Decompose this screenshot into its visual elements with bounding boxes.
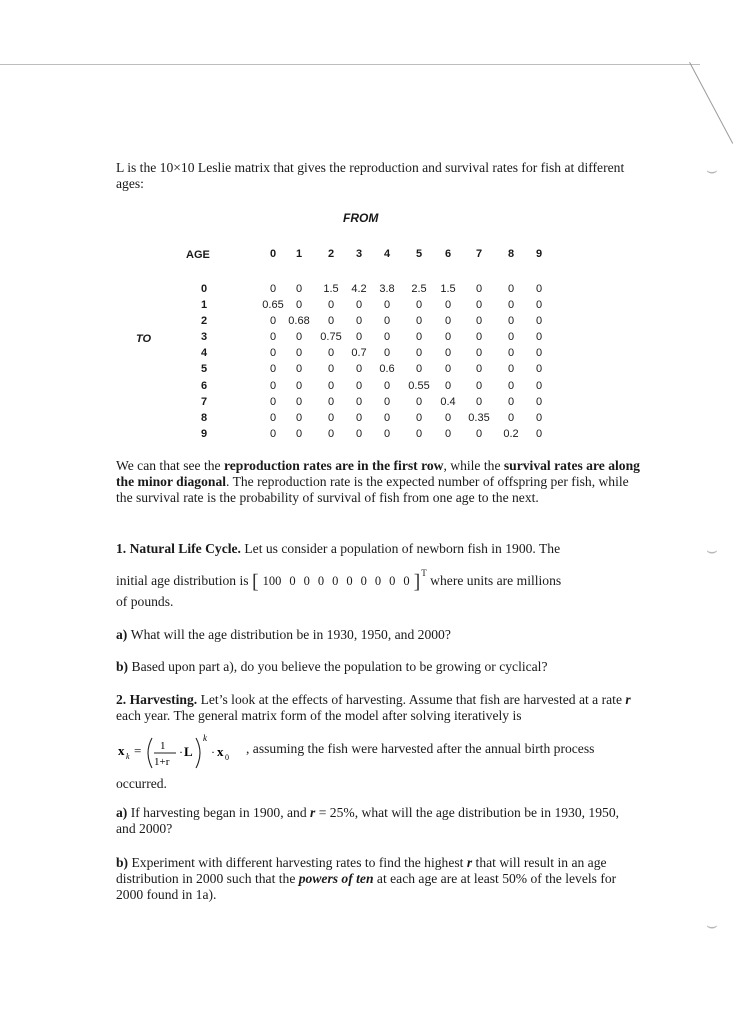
formula-suffix: , assuming the fish were harvested after the annual birth process — [246, 741, 595, 756]
matrix-cell: 0 — [535, 347, 543, 360]
column-header: 9 — [535, 248, 543, 260]
matrix-cell: 0 — [383, 379, 391, 392]
matrix-cell: 0 — [535, 315, 543, 328]
matrix-cell: 0 — [327, 363, 335, 376]
rates-text-1: We can that see the — [116, 458, 224, 473]
matrix-cell: 0.75 — [320, 331, 342, 344]
vector-entry: 0 — [374, 574, 382, 588]
vector-entry: 0 — [332, 574, 339, 588]
question-2b-text-2: that will result in an age distribution in 2000 such that the — [116, 855, 607, 887]
vector-entry: 0 — [289, 574, 296, 588]
matrix-row — [262, 410, 554, 426]
matrix-cell: 0 — [507, 331, 515, 344]
initial-dist-prefix: initial age distribution is — [116, 573, 252, 588]
row-header: 6 — [200, 379, 208, 392]
matrix-cell: 0 — [327, 315, 335, 328]
column-headers — [262, 248, 554, 262]
initial-vector — [252, 563, 427, 592]
matrix-cell: 0 — [327, 299, 335, 312]
rates-text-2: , while the — [443, 458, 504, 473]
matrix-cell: 0 — [355, 331, 363, 344]
age-label: AGE — [186, 249, 210, 261]
matrix-cell: 0 — [415, 427, 423, 440]
question-2b-label: b) — [116, 855, 129, 870]
row-header: 9 — [200, 427, 208, 440]
matrix-cell: 0 — [507, 395, 515, 408]
question-2-title: 2. Harvesting. — [116, 692, 198, 707]
matrix-cell: 0 — [295, 363, 303, 376]
formula-x-subscript: k — [126, 752, 130, 761]
matrix-cell: 2.5 — [411, 283, 427, 295]
matrix-cell: 0 — [535, 379, 543, 392]
matrix-cell: 0 — [295, 395, 303, 408]
row-header: 2 — [200, 315, 208, 328]
rate-symbol: r — [625, 692, 631, 707]
question-2-text-1: Let’s look at the effects of harvesting. Assume that fish are harvested at a rate — [197, 692, 626, 707]
matrix-cell: 0 — [507, 283, 515, 295]
matrix-cell: 0 — [535, 299, 543, 312]
column-header: 4 — [383, 248, 391, 260]
formula-denominator: 1+r — [154, 756, 170, 768]
matrix-cell: 0 — [295, 283, 303, 295]
matrix-cell: 0 — [535, 395, 543, 408]
matrix-cell: 0 — [475, 427, 483, 440]
scan-edge-line — [0, 64, 700, 65]
matrix-cell: 0 — [383, 427, 391, 440]
formula-equals: = — [134, 743, 142, 758]
matrix-cell: 0 — [269, 315, 277, 328]
row-header: 7 — [200, 395, 208, 408]
matrix-row — [262, 313, 554, 329]
matrix-cell: 0 — [327, 395, 335, 408]
matrix-cell: 0 — [295, 347, 303, 360]
question-1-line3: of pounds. — [116, 594, 174, 609]
matrix-cell: 0 — [507, 363, 515, 376]
formula-left-paren — [148, 738, 152, 768]
formula-x0-subscript: 0 — [225, 753, 229, 762]
vector-entry: 0 — [389, 574, 396, 588]
page-curl-mark: ⌣ — [706, 540, 718, 561]
matrix-row — [262, 281, 554, 297]
question-1b — [116, 659, 548, 675]
formula-x: x — [118, 743, 125, 758]
matrix-cell: 0 — [415, 315, 423, 328]
matrix-cell: 0.4 — [440, 395, 456, 408]
matrix-cell: 0 — [415, 331, 423, 344]
matrix-cell: 0 — [327, 427, 335, 440]
question-1b-label: b) — [116, 659, 129, 674]
matrix-cell: 0 — [444, 347, 452, 360]
from-label: FROM — [343, 211, 379, 225]
matrix-row — [262, 297, 554, 313]
question-1a-text: What will the age distribution be in 1930, 1950, and 2000? — [130, 627, 451, 642]
question-1-line1: Let us consider a population of newborn fish in 1900. The — [240, 541, 561, 556]
matrix-cell: 0 — [415, 395, 423, 408]
matrix-cell: 0 — [475, 299, 483, 312]
question-2a-label: a) — [116, 805, 128, 820]
question-2a — [116, 805, 641, 837]
matrix-cell: 0.6 — [379, 363, 395, 376]
page-curl-mark: ⌣ — [706, 160, 718, 181]
scan-edge-diagonal — [689, 62, 733, 144]
vector-entry: 0 — [303, 574, 310, 588]
column-header: 7 — [475, 248, 483, 260]
formula-dot: · — [179, 745, 183, 759]
matrix-cell: 0 — [295, 427, 303, 440]
question-2b-text-1: Experiment with different harvesting rates to find the highest — [128, 855, 467, 870]
matrix-cell: 0 — [327, 347, 335, 360]
matrix-cell: 0 — [383, 347, 391, 360]
vector-right-bracket: ] — [413, 571, 421, 593]
column-header: 1 — [295, 248, 303, 260]
matrix-row — [262, 361, 554, 377]
column-header: 5 — [415, 248, 423, 260]
question-2b — [116, 855, 641, 904]
question-2-text-2: each year. The general matrix form of the model after solving iteratively is — [116, 708, 522, 724]
rates-bold-1: reproduction rates are in the first row — [223, 458, 444, 473]
matrix-cell: 0 — [444, 299, 452, 312]
matrix-cell: 0.35 — [468, 411, 490, 424]
matrix-cell: 1.5 — [440, 283, 456, 295]
matrix-cell: 0 — [475, 379, 483, 392]
matrix-cell: 1.5 — [323, 283, 339, 295]
matrix-cell: 0 — [269, 347, 277, 360]
rates-bold-2: survival rates are along the minor diagonal — [116, 458, 640, 490]
formula-x0: x — [217, 744, 224, 759]
matrix-cell: 0 — [475, 315, 483, 328]
matrix-cell: 0 — [415, 299, 423, 312]
matrix-cell: 0 — [383, 395, 391, 408]
matrix-cell: 0 — [444, 315, 452, 328]
matrix-cell: 0 — [269, 379, 277, 392]
vector-entry: 0 — [360, 574, 367, 588]
question-1-title: 1. Natural Life Cycle. — [116, 541, 241, 556]
row-header: 1 — [200, 299, 208, 312]
matrix-cell: 0 — [444, 363, 452, 376]
matrix-cell: 0 — [444, 379, 452, 392]
row-header: 4 — [200, 347, 208, 360]
matrix-cell: 0 — [535, 283, 543, 295]
question-2-heading — [116, 692, 641, 724]
formula-dot-2: · — [211, 745, 215, 759]
matrix-row — [262, 394, 554, 410]
column-header: 3 — [355, 248, 363, 260]
matrix-cell: 0 — [355, 315, 363, 328]
matrix-cell: 0 — [355, 411, 363, 424]
intro-paragraph: L is the 10×10 Leslie matrix that gives the reproduction and survival rates for fish at different ages: — [116, 160, 625, 192]
matrix-cell: 0 — [295, 379, 303, 392]
row-header: 0 — [200, 283, 208, 295]
rates-text-3: . The reproduction rate is the expected number of offspring per fish, while the survival rate is the probability of survival of fish from one age to the next. — [116, 474, 629, 506]
matrix-cell: 0 — [444, 411, 452, 424]
matrix-cell: 0.68 — [288, 315, 310, 328]
matrix-cell: 0 — [295, 331, 303, 344]
matrix-row — [262, 378, 554, 394]
matrix-cell: 0 — [269, 283, 277, 295]
row-header: 3 — [200, 331, 208, 344]
vector-entry: 0 — [403, 574, 410, 588]
matrix-cell: 0 — [535, 427, 543, 440]
matrix-cell: 0 — [295, 299, 303, 312]
vector-entry: 100 — [262, 574, 282, 588]
matrix-cell: 0 — [475, 347, 483, 360]
matrix-cell: 0 — [535, 331, 543, 344]
row-headers — [194, 281, 214, 442]
rates-paragraph — [116, 458, 641, 507]
to-label: TO — [136, 333, 152, 345]
matrix-row — [262, 345, 554, 361]
matrix-cell: 0 — [355, 395, 363, 408]
matrix-cell: 0 — [269, 395, 277, 408]
matrix-cell: 0 — [269, 411, 277, 424]
rate-symbol-2a: r — [310, 805, 316, 820]
matrix-cell: 0 — [327, 411, 335, 424]
matrix-row — [262, 329, 554, 345]
formula-numerator: 1 — [160, 740, 166, 752]
question-1-line2 — [116, 563, 561, 592]
occurred-line: occurred. — [116, 776, 167, 791]
leslie-matrix — [262, 281, 554, 442]
matrix-cell: 0 — [507, 299, 515, 312]
matrix-cell: 0 — [355, 299, 363, 312]
matrix-cell: 0 — [535, 363, 543, 376]
powers-of-ten-emphasis: powers of ten — [298, 871, 374, 887]
matrix-cell: 0 — [507, 315, 515, 328]
question-1-heading — [116, 541, 641, 557]
column-header: 8 — [507, 248, 515, 260]
initial-dist-suffix: where units are millions — [426, 573, 562, 588]
matrix-cell: 0 — [327, 379, 335, 392]
column-header: 6 — [444, 248, 452, 260]
matrix-cell: 0 — [415, 363, 423, 376]
matrix-cell: 0.55 — [408, 379, 430, 392]
matrix-cell: 0 — [355, 363, 363, 376]
matrix-cell: 0 — [269, 427, 277, 440]
matrix-cell: 3.8 — [379, 283, 395, 295]
matrix-cell: 0 — [415, 347, 423, 360]
row-header: 5 — [200, 363, 208, 376]
matrix-cell: 0.7 — [351, 347, 367, 360]
formula-L: L — [184, 744, 193, 759]
matrix-cell: 0.2 — [503, 427, 519, 440]
page-curl-mark: ⌣ — [706, 915, 718, 936]
question-2a-text-1: If harvesting began in 1900, and — [127, 805, 311, 820]
rate-symbol-2b: r — [466, 855, 473, 870]
matrix-cell: 0 — [415, 411, 423, 424]
matrix-cell: 0 — [269, 363, 277, 376]
matrix-cell: 0 — [444, 427, 452, 440]
question-1b-text: Based upon part a), do you believe the population to be growing or cyclical? — [131, 659, 548, 674]
matrix-cell: 0 — [507, 379, 515, 392]
matrix-cell: 0 — [475, 395, 483, 408]
matrix-cell: 0 — [444, 331, 452, 344]
matrix-cell: 0 — [535, 411, 543, 424]
matrix-cell: 0.65 — [262, 299, 284, 312]
matrix-cell: 0 — [383, 315, 391, 328]
column-header: 2 — [327, 248, 335, 260]
matrix-cell: 0 — [383, 411, 391, 424]
matrix-cell: 0 — [475, 363, 483, 376]
matrix-cell: 0 — [507, 347, 515, 360]
matrix-cell: 0 — [355, 379, 363, 392]
formula-right-paren — [196, 738, 200, 768]
question-2b-text-3: at each age are at least 50% of the levels for 2000 found in 1a). — [116, 871, 617, 903]
formula-exponent: k — [203, 733, 207, 743]
matrix-cell: 0 — [269, 331, 277, 344]
matrix-cell: 0 — [383, 331, 391, 344]
matrix-cell: 4.2 — [351, 283, 367, 295]
matrix-cell: 0 — [295, 411, 303, 424]
vector-entry: 0 — [346, 574, 353, 588]
transpose-symbol: T — [421, 568, 427, 578]
question-1a-label: a) — [116, 627, 128, 642]
matrix-row — [262, 426, 554, 442]
matrix-cell: 0 — [383, 299, 391, 312]
matrix-cell: 0 — [475, 283, 483, 295]
matrix-cell: 0 — [355, 427, 363, 440]
question-2a-text-2: = 25%, what will the age distribution be in 1930, 1950, and 2000? — [116, 805, 620, 837]
formula-graphic — [116, 733, 246, 773]
matrix-cell: 0 — [507, 411, 515, 424]
matrix-cell: 0 — [475, 331, 483, 344]
question-1a — [116, 627, 451, 643]
vector-entry: 0 — [317, 574, 325, 588]
vector-left-bracket: [ — [251, 571, 259, 593]
harvest-formula — [116, 733, 656, 773]
column-header: 0 — [269, 248, 277, 260]
row-header: 8 — [200, 411, 208, 424]
